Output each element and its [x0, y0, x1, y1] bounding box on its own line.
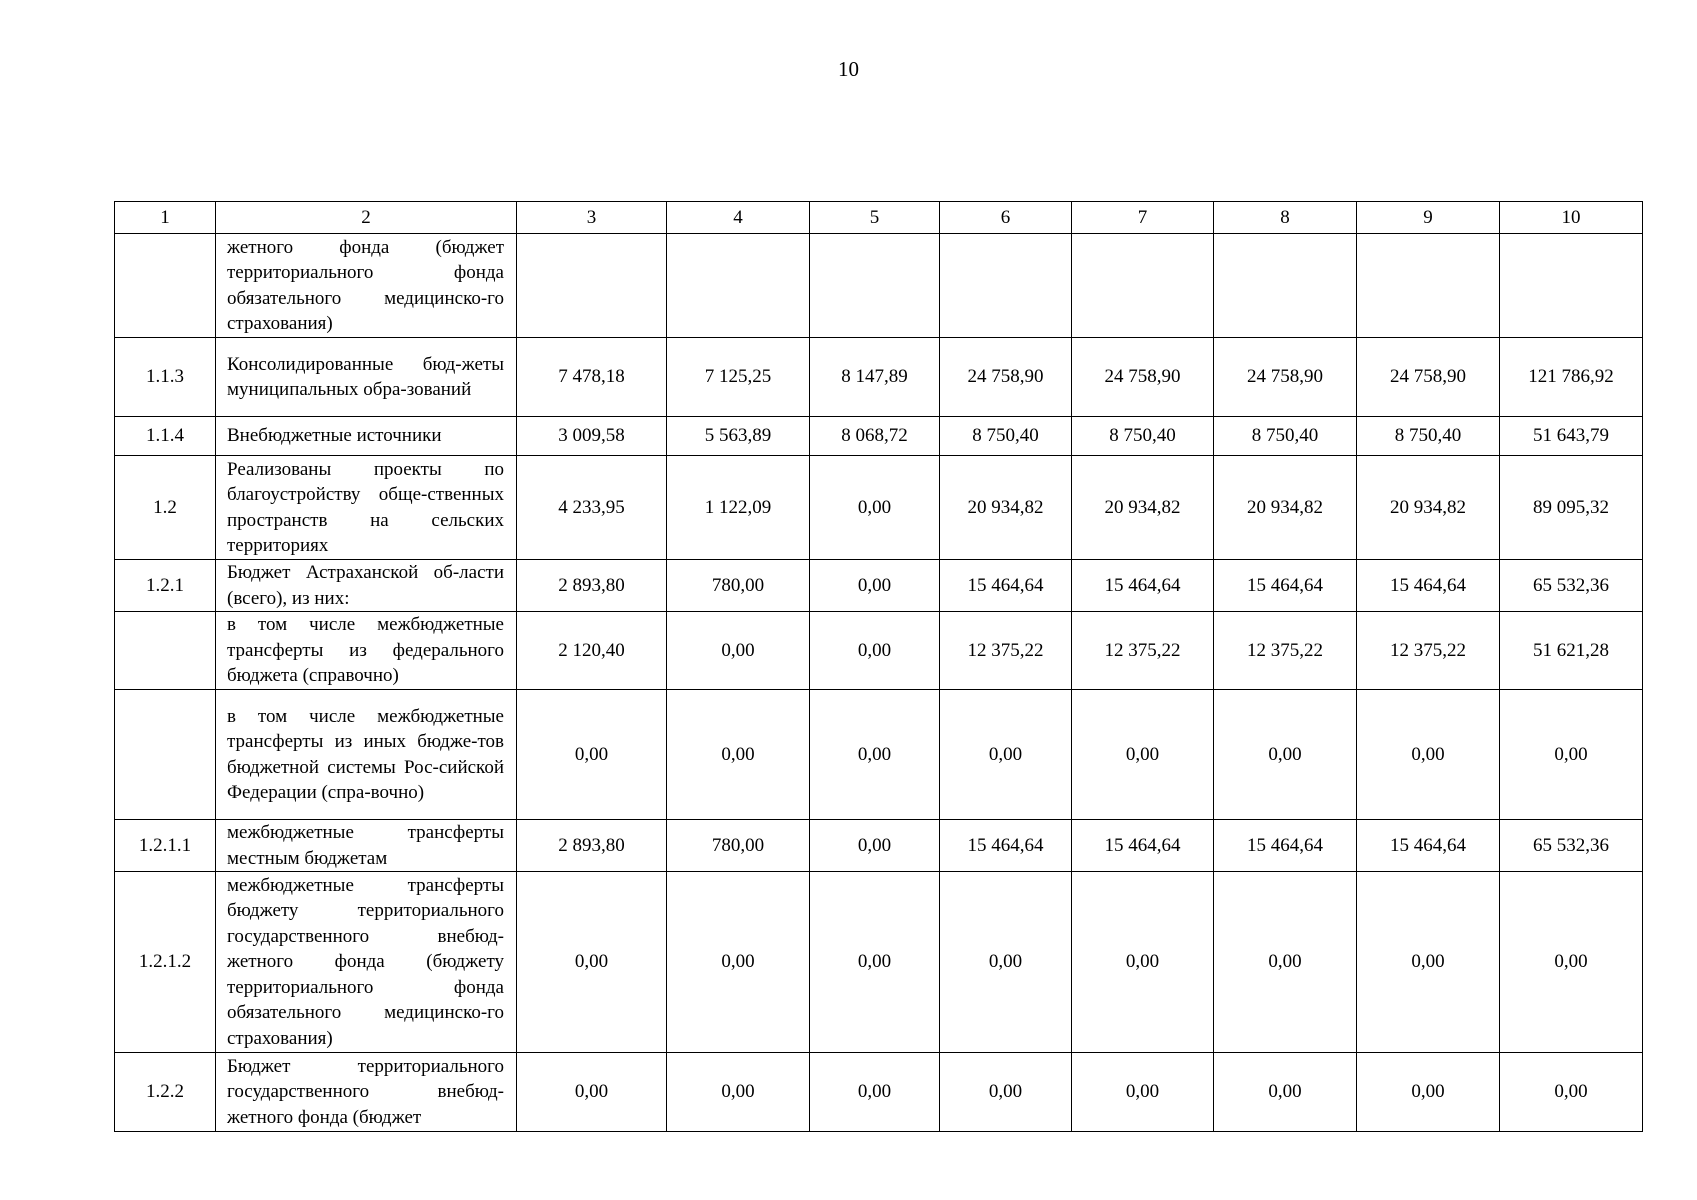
table-row [115, 234, 1643, 338]
page-number: 10 [838, 57, 859, 81]
value-cell: 0,00 [667, 872, 810, 1053]
value-cell: 0,00 [1357, 872, 1500, 1053]
value-cell: 20 934,82 [1357, 456, 1500, 560]
value-cell: 2 893,80 [517, 820, 667, 872]
row-code: 1.2.1.1 [115, 820, 216, 872]
row-name: жетного фонда (бюджет территориального фонда обязательного медицинско-го страхования) [216, 234, 517, 338]
value-cell: 8 750,40 [940, 417, 1072, 456]
value-cell: 15 464,64 [940, 560, 1072, 612]
row-name: Консолидированные бюд-жеты муниципальных обра-зований [216, 338, 517, 417]
value-cell [517, 234, 667, 338]
table-row [115, 560, 1643, 612]
header-cell: 10 [1500, 202, 1643, 234]
value-cell: 0,00 [667, 1053, 810, 1132]
table-row [115, 612, 1643, 690]
value-cell: 1 122,09 [667, 456, 810, 560]
value-cell: 0,00 [1500, 872, 1643, 1053]
value-cell [940, 234, 1072, 338]
table-row [115, 872, 1643, 1053]
value-cell: 12 375,22 [940, 612, 1072, 690]
value-cell: 7 125,25 [667, 338, 810, 417]
value-cell: 15 464,64 [1214, 560, 1357, 612]
value-cell: 0,00 [1357, 1053, 1500, 1132]
value-cell: 24 758,90 [940, 338, 1072, 417]
row-name: Бюджет территориального государственного внебюд-жетного фонда (бюджет [216, 1053, 517, 1132]
table-row [115, 338, 1643, 417]
value-cell: 0,00 [1072, 690, 1214, 820]
value-cell: 2 120,40 [517, 612, 667, 690]
value-cell: 15 464,64 [1357, 820, 1500, 872]
header-cell: 8 [1214, 202, 1357, 234]
value-cell: 0,00 [940, 872, 1072, 1053]
value-cell: 20 934,82 [940, 456, 1072, 560]
value-cell: 0,00 [810, 872, 940, 1053]
row-code [115, 690, 216, 820]
value-cell: 121 786,92 [1500, 338, 1643, 417]
value-cell: 8 147,89 [810, 338, 940, 417]
table-row [115, 820, 1643, 872]
value-cell: 20 934,82 [1214, 456, 1357, 560]
value-cell: 5 563,89 [667, 417, 810, 456]
row-name: межбюджетные трансферты местным бюджетам [216, 820, 517, 872]
table-row [115, 456, 1643, 560]
value-cell [1072, 234, 1214, 338]
row-name: Внебюджетные источники [216, 417, 517, 456]
header-cell: 3 [517, 202, 667, 234]
value-cell: 780,00 [667, 820, 810, 872]
value-cell: 0,00 [1072, 1053, 1214, 1132]
row-name: Бюджет Астраханской об-ласти (всего), из них: [216, 560, 517, 612]
row-name: в том числе межбюджетные трансферты из федерального бюджета (справочно) [216, 612, 517, 690]
value-cell [810, 234, 940, 338]
value-cell: 51 621,28 [1500, 612, 1643, 690]
value-cell: 12 375,22 [1357, 612, 1500, 690]
row-code: 1.2 [115, 456, 216, 560]
value-cell: 0,00 [1500, 1053, 1643, 1132]
value-cell: 15 464,64 [1072, 560, 1214, 612]
value-cell: 0,00 [810, 560, 940, 612]
value-cell: 8 750,40 [1357, 417, 1500, 456]
value-cell: 24 758,90 [1214, 338, 1357, 417]
value-cell: 0,00 [517, 690, 667, 820]
value-cell: 0,00 [940, 690, 1072, 820]
row-name: в том числе межбюджетные трансферты из иных бюдже-тов бюджетной системы Рос-сийской Федерации (спра-вочно) [216, 690, 517, 820]
budget-table [114, 201, 1643, 1132]
row-code: 1.2.2 [115, 1053, 216, 1132]
table-row [115, 1053, 1643, 1132]
value-cell: 51 643,79 [1500, 417, 1643, 456]
value-cell: 65 532,36 [1500, 560, 1643, 612]
value-cell: 24 758,90 [1357, 338, 1500, 417]
table-header-row [115, 202, 1643, 234]
header-cell: 7 [1072, 202, 1214, 234]
value-cell: 12 375,22 [1214, 612, 1357, 690]
value-cell: 15 464,64 [940, 820, 1072, 872]
value-cell: 780,00 [667, 560, 810, 612]
value-cell: 8 068,72 [810, 417, 940, 456]
value-cell: 15 464,64 [1357, 560, 1500, 612]
value-cell: 20 934,82 [1072, 456, 1214, 560]
row-code [115, 234, 216, 338]
value-cell: 0,00 [667, 612, 810, 690]
value-cell: 0,00 [517, 1053, 667, 1132]
value-cell: 12 375,22 [1072, 612, 1214, 690]
value-cell: 0,00 [1214, 690, 1357, 820]
value-cell [1214, 234, 1357, 338]
value-cell: 0,00 [810, 820, 940, 872]
value-cell: 0,00 [810, 690, 940, 820]
value-cell: 15 464,64 [1214, 820, 1357, 872]
value-cell: 89 095,32 [1500, 456, 1643, 560]
value-cell: 0,00 [1500, 690, 1643, 820]
value-cell: 0,00 [1214, 872, 1357, 1053]
value-cell: 0,00 [1214, 1053, 1357, 1132]
row-name: Реализованы проекты по благоустройству обще-ственных пространств на сельских территориях [216, 456, 517, 560]
header-cell: 1 [115, 202, 216, 234]
value-cell: 0,00 [810, 1053, 940, 1132]
table-row [115, 417, 1643, 456]
value-cell: 0,00 [940, 1053, 1072, 1132]
value-cell: 24 758,90 [1072, 338, 1214, 417]
value-cell: 65 532,36 [1500, 820, 1643, 872]
table-row [115, 690, 1643, 820]
header-cell: 5 [810, 202, 940, 234]
value-cell [1500, 234, 1643, 338]
value-cell: 15 464,64 [1072, 820, 1214, 872]
row-code: 1.1.4 [115, 417, 216, 456]
value-cell: 0,00 [1357, 690, 1500, 820]
header-cell: 6 [940, 202, 1072, 234]
value-cell: 0,00 [667, 690, 810, 820]
value-cell: 8 750,40 [1214, 417, 1357, 456]
value-cell: 4 233,95 [517, 456, 667, 560]
value-cell: 0,00 [810, 612, 940, 690]
header-cell: 2 [216, 202, 517, 234]
value-cell: 3 009,58 [517, 417, 667, 456]
row-code: 1.2.1.2 [115, 872, 216, 1053]
value-cell: 2 893,80 [517, 560, 667, 612]
value-cell [667, 234, 810, 338]
value-cell: 0,00 [517, 872, 667, 1053]
value-cell: 0,00 [1072, 872, 1214, 1053]
header-cell: 9 [1357, 202, 1500, 234]
value-cell: 0,00 [810, 456, 940, 560]
row-name: межбюджетные трансферты бюджету территориального государственного внебюд-жетного фонда (бюджету территориального фонда обязательного медицинско-го страхования) [216, 872, 517, 1053]
row-code: 1.2.1 [115, 560, 216, 612]
value-cell: 8 750,40 [1072, 417, 1214, 456]
value-cell [1357, 234, 1500, 338]
value-cell: 7 478,18 [517, 338, 667, 417]
header-cell: 4 [667, 202, 810, 234]
row-code: 1.1.3 [115, 338, 216, 417]
row-code [115, 612, 216, 690]
